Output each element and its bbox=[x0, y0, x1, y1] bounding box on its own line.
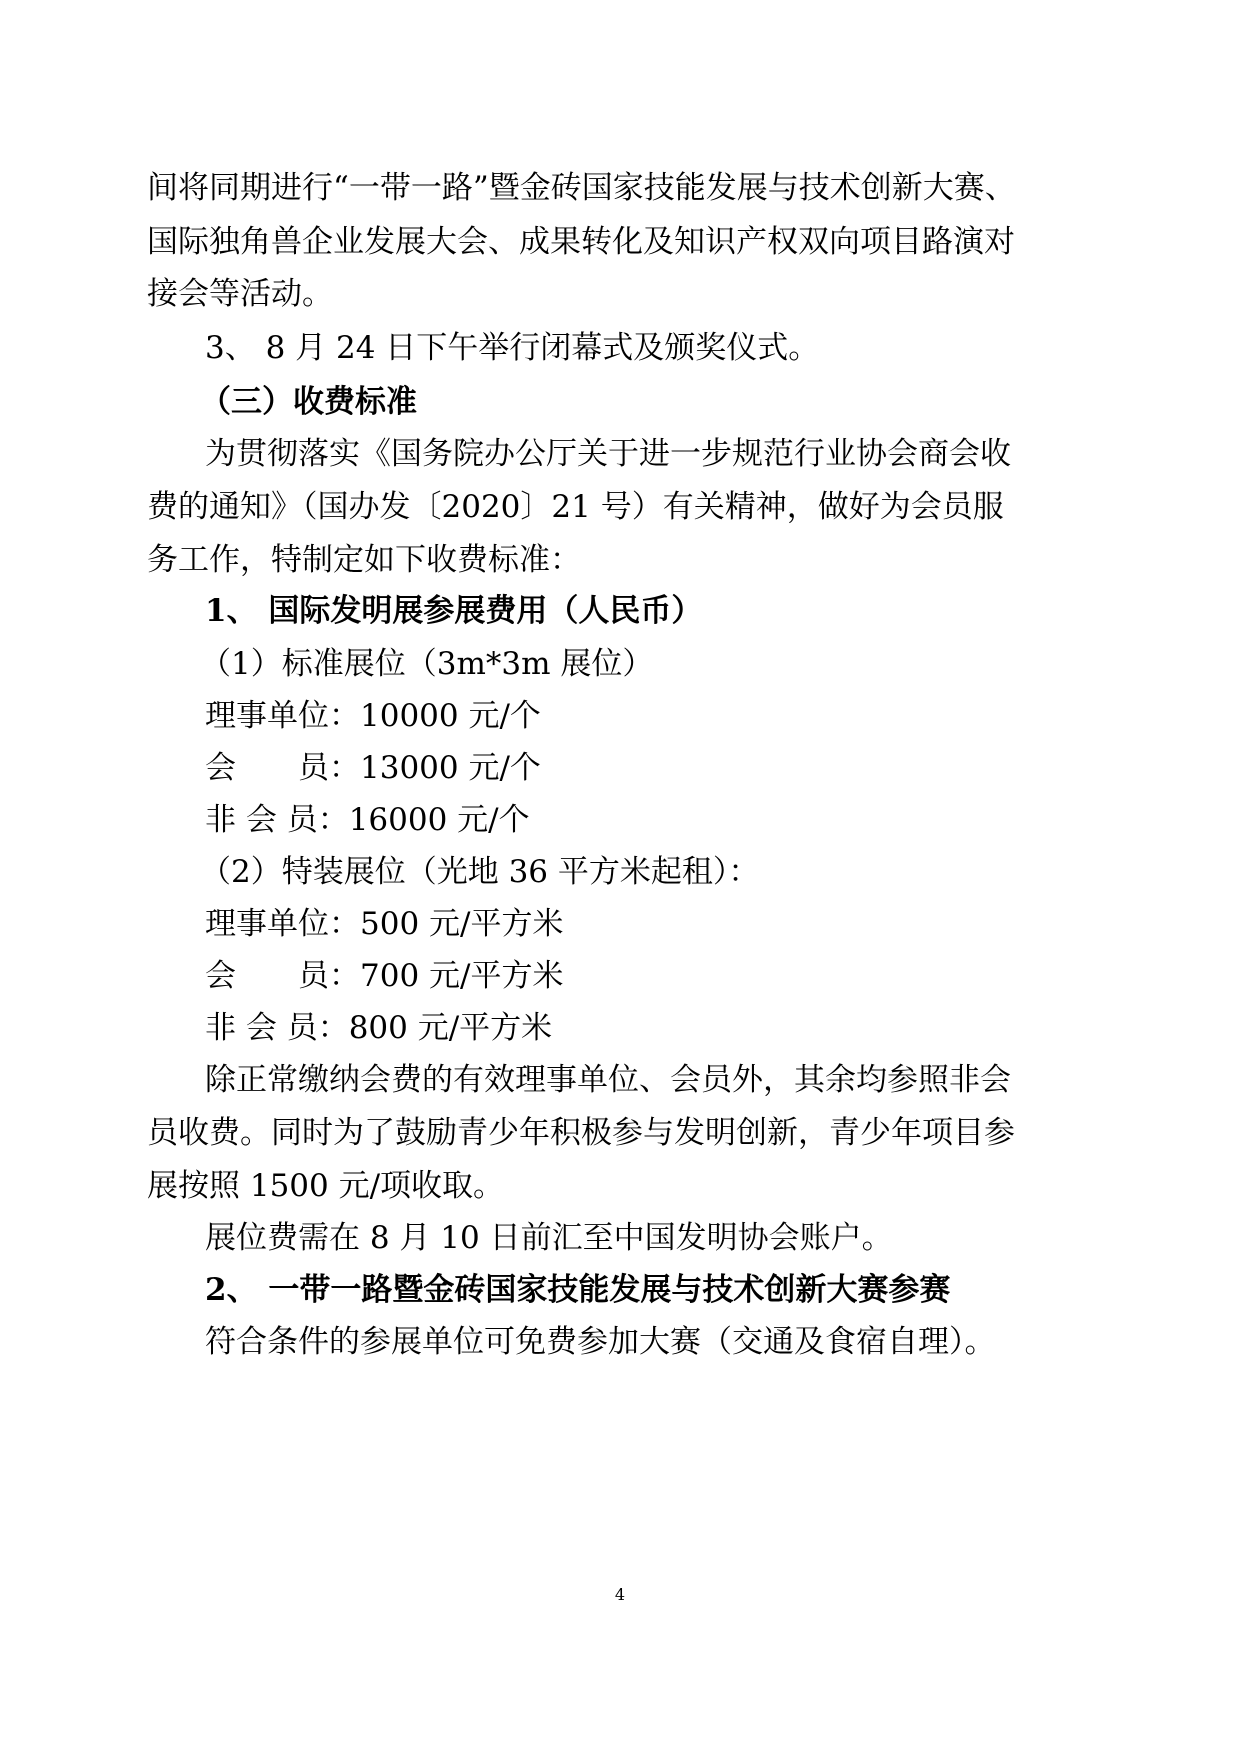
page-number: 4 bbox=[614, 1585, 626, 1604]
paragraph-line: 间将同期进行“一带一路”暨金砖国家技能发展与技术创新大赛、 bbox=[147, 170, 1016, 206]
paragraph-line: 为贯彻落实《国务院办公厅关于进一步规范行业协会商会收 bbox=[205, 436, 1011, 472]
standard-booth-title: （1）标准展位（3m*3m 展位） bbox=[200, 646, 654, 682]
fee-line: 会 员：700 元/平方米 bbox=[205, 958, 564, 994]
section-heading: （三）收费标准 bbox=[200, 384, 417, 420]
fee-line: 理事单位：500 元/平方米 bbox=[205, 906, 564, 942]
paragraph-line: 接会等活动。 bbox=[147, 276, 333, 312]
paragraph-line: 符合条件的参展单位可免费参加大赛（交通及食宿自理）。 bbox=[205, 1324, 996, 1360]
special-booth-title: （2）特装展位（光地 36 平方米起租）： bbox=[200, 854, 760, 890]
paragraph-line: 费的通知》（国办发〔2020〕21 号）有关精神，做好为会员服 bbox=[147, 489, 1004, 525]
paragraph-line: 国际独角兽企业发展大会、成果转化及知识产权双向项目路演对 bbox=[147, 224, 1015, 260]
paragraph-line: 务工作，特制定如下收费标准： bbox=[147, 542, 581, 578]
deadline-line: 展位费需在 8 月 10 日前汇至中国发明协会账户。 bbox=[205, 1220, 893, 1256]
fee-line: 会 员：13000 元/个 bbox=[205, 750, 541, 786]
fee-line: 理事单位：10000 元/个 bbox=[205, 698, 541, 734]
fee-line: 非 会 员：16000 元/个 bbox=[205, 802, 530, 838]
list-item-3: 3、 8 月 24 日下午举行闭幕式及颁奖仪式。 bbox=[205, 330, 820, 366]
subsection-title-competition: 2、 一带一路暨金砖国家技能发展与技术创新大赛参赛 bbox=[205, 1272, 951, 1308]
subsection-title-exhibition-fees: 1、 国际发明展参展费用（人民币） bbox=[205, 593, 703, 629]
fee-line: 非 会 员：800 元/平方米 bbox=[205, 1010, 553, 1046]
paragraph-line: 除正常缴纳会费的有效理事单位、会员外，其余均参照非会 bbox=[205, 1062, 1011, 1098]
paragraph-line: 员收费。同时为了鼓励青少年积极参与发明创新，青少年项目参 bbox=[147, 1115, 1015, 1151]
paragraph-line: 展按照 1500 元/项收取。 bbox=[147, 1168, 505, 1204]
